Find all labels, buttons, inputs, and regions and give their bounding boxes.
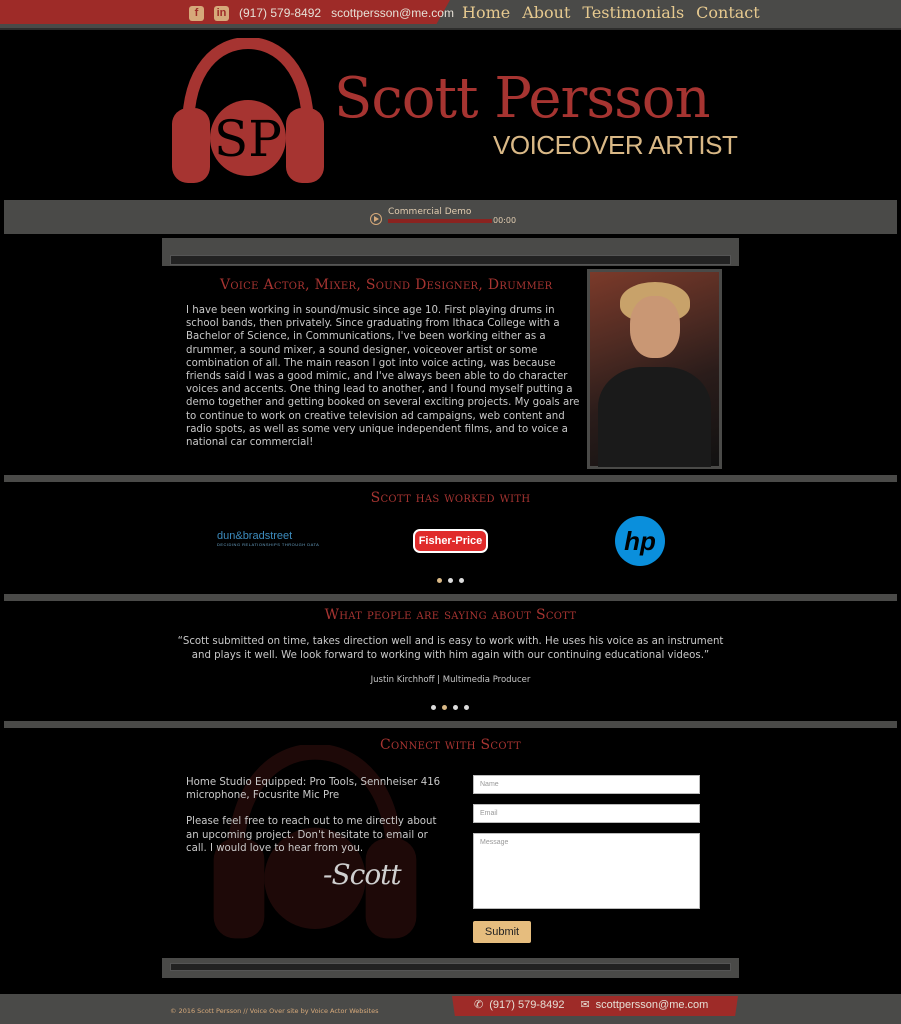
- frame-inner: [170, 963, 731, 971]
- audio-progress-track[interactable]: [388, 219, 492, 223]
- message-textarea[interactable]: Message: [473, 833, 700, 909]
- facebook-icon[interactable]: f: [189, 6, 204, 21]
- audio-time: 00:00: [493, 216, 517, 225]
- top-phone[interactable]: (917) 579-8492: [239, 6, 322, 20]
- footer-phone-group[interactable]: [474, 998, 564, 1011]
- divider: [4, 721, 897, 728]
- signature: -Scott: [323, 858, 401, 891]
- content-frame-bottom: [162, 958, 739, 978]
- nav-testimonials[interactable]: Testimonials: [582, 3, 685, 22]
- carousel-dot[interactable]: [448, 578, 453, 583]
- brand-subtitle: VOICEOVER ARTIST: [493, 130, 738, 160]
- nav-about[interactable]: About: [522, 3, 571, 22]
- carousel-dot[interactable]: [437, 578, 442, 583]
- clients-carousel-dots: [437, 578, 464, 583]
- testimonials-title: What people are saying about Scott: [324, 607, 577, 623]
- copyright: © 2016 Scott Persson // Voice Over site by Voice Actor Websites: [170, 1007, 379, 1015]
- top-bar: [0, 0, 901, 30]
- nav-home[interactable]: Home: [462, 3, 511, 22]
- connect-title: Connect with Scott: [380, 737, 521, 753]
- clients-title: Scott has worked with: [370, 490, 531, 506]
- envelope-icon: ✉: [580, 999, 590, 1011]
- footer-email: scottpersson@me.com: [595, 999, 709, 1011]
- carousel-dot[interactable]: [442, 705, 447, 710]
- submit-button[interactable]: Submit: [473, 921, 531, 943]
- nav-contact[interactable]: Contact: [696, 3, 760, 22]
- testimonial-quote: “Scott submitted on time, takes direction well and is easy to work with. He uses his voice as an instrument and plays it well. We look forward to working with him again with our continuing educational videos.”: [177, 636, 724, 661]
- carousel-dot[interactable]: [459, 578, 464, 583]
- phone-icon: ✆: [474, 999, 484, 1011]
- divider: [4, 475, 897, 482]
- connect-invite: Please feel free to reach out to me directly about an upcoming project. Don't hesitate to email or call. I would love to hear from you.: [186, 816, 437, 854]
- about-text: I have been working in sound/music since age 10. First playing drums in school bands, then privately. Since graduating from Ithaca College with a Bachelor of Science, in Communications, I've been working either as a drummer, a sound mixer, a sound designer, voiceover artist or some combination of all. The main reason I got into voice acting, was because friends said I was a good mimic, and I've always been able to do character voices and accents. One thing lead to another, and I found myself putting a demo together and getting booked on several exciting projects. My goals are to continue to work on creative television ad campaigns, web content and radio spots, as well as some very unique independent films, and to voice a national car commercial!: [186, 305, 580, 449]
- audio-player: [4, 200, 897, 234]
- connect-text: [186, 776, 446, 868]
- footer-contact: [474, 998, 708, 1011]
- hp-logo: hp: [615, 516, 665, 566]
- top-contact: [189, 4, 454, 22]
- brand-name: Scott Persson: [334, 66, 710, 131]
- carousel-dot[interactable]: [453, 705, 458, 710]
- top-email[interactable]: scottpersson@me.com: [331, 6, 454, 20]
- carousel-dot[interactable]: [464, 705, 469, 710]
- footer-email-group[interactable]: [580, 998, 708, 1011]
- audio-title: Commercial Demo: [388, 207, 472, 217]
- dnb-logo-text: dun&bradstreet: [217, 530, 293, 542]
- dnb-tagline: DECIDING RELATIONSHIPS THROUGH DATA: [217, 542, 320, 547]
- photo-jacket: [598, 367, 711, 467]
- frame-inner: [170, 255, 731, 265]
- footer: [0, 994, 901, 1024]
- play-icon[interactable]: [370, 213, 382, 225]
- logo-monogram: SP: [214, 110, 282, 168]
- testimonial-author: Justin Kirchhoff | Multimedia Producer: [370, 675, 531, 685]
- name-input[interactable]: Name: [473, 775, 700, 794]
- header: [0, 30, 901, 198]
- fisher-price-logo: Fisher-Price: [413, 529, 488, 553]
- footer-phone: (917) 579-8492: [489, 999, 565, 1011]
- about-title: Voice Actor, Mixer, Sound Designer, Drummer: [220, 277, 553, 293]
- photo-face: [630, 296, 680, 358]
- connect-equipment: Home Studio Equipped: Pro Tools, Sennheiser 416 microphone, Focusrite Mic Pre: [186, 777, 441, 802]
- portrait-photo: [587, 269, 722, 469]
- headphones-logo-icon: [168, 38, 328, 188]
- carousel-dot[interactable]: [431, 705, 436, 710]
- linkedin-icon[interactable]: in: [214, 6, 229, 21]
- dnb-logo: [217, 530, 319, 547]
- email-input[interactable]: Email: [473, 804, 700, 823]
- divider: [4, 594, 897, 601]
- testimonials-carousel-dots: [431, 705, 469, 710]
- main-nav: [462, 3, 760, 22]
